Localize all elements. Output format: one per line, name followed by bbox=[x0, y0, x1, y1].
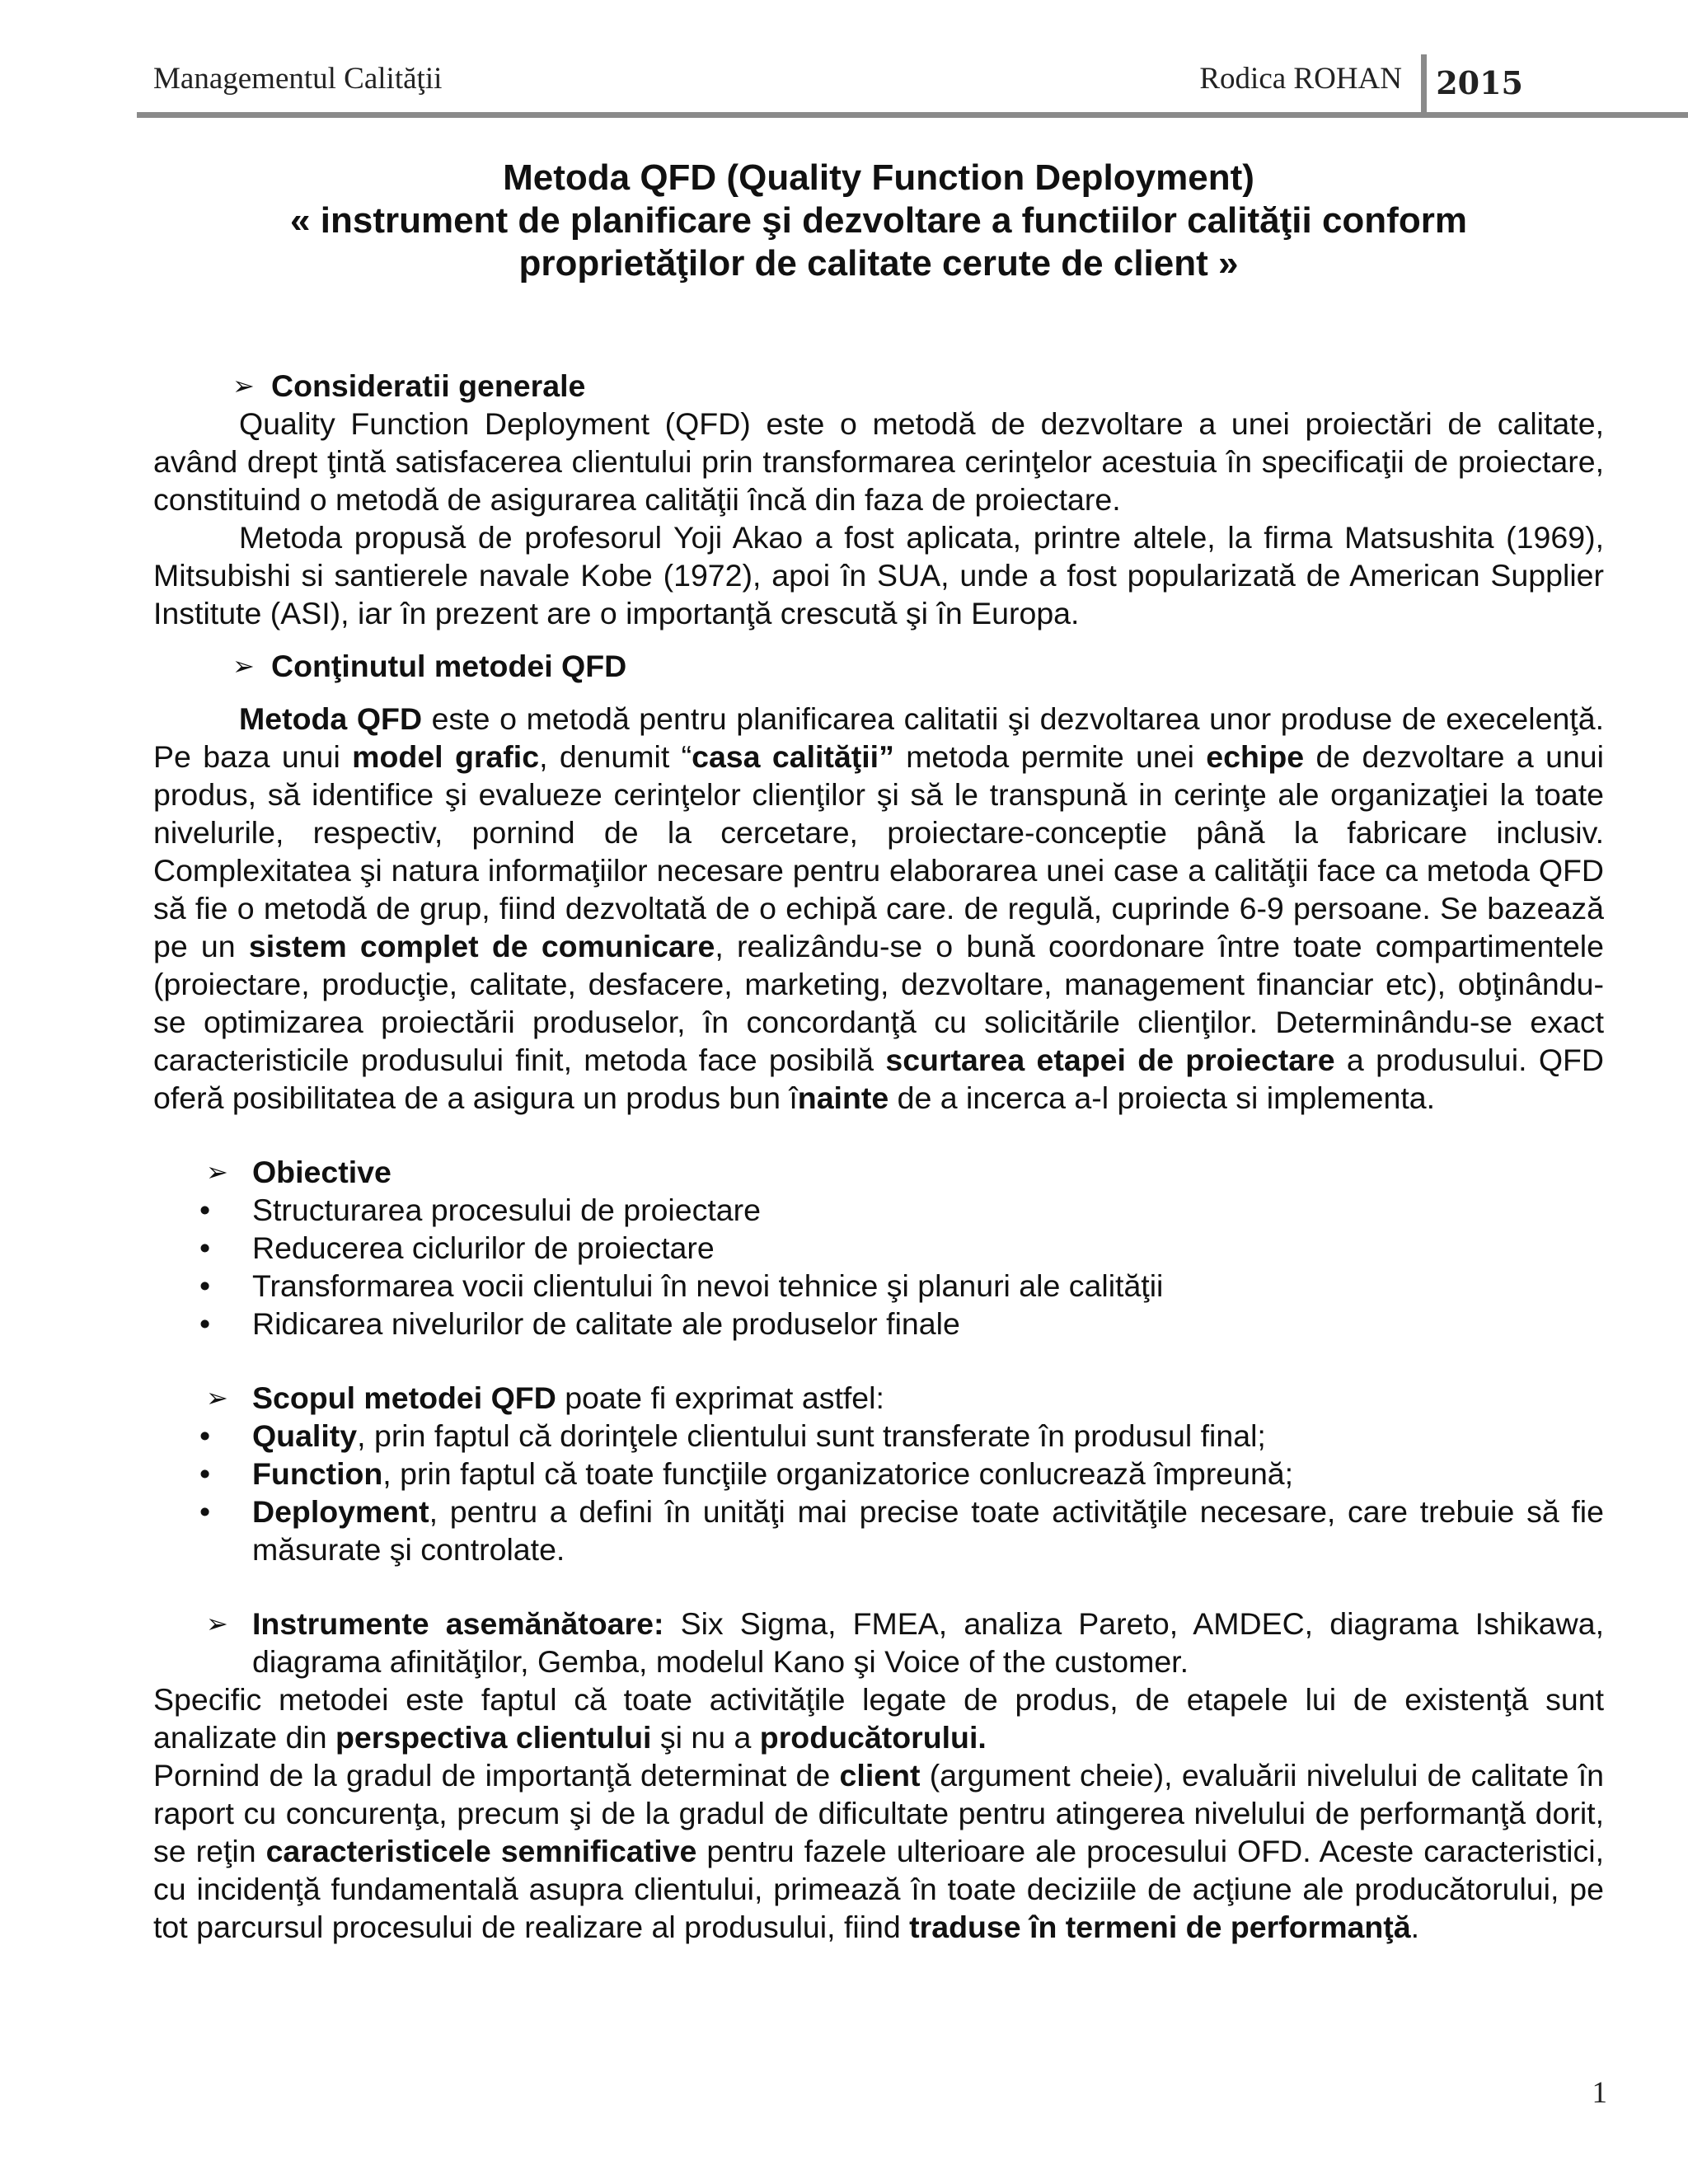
list-item-text: , prin faptul că dorinţele clientului sunt transferate în produsul final; bbox=[357, 1418, 1266, 1453]
bold-term: caracteristicele semnificative bbox=[265, 1834, 697, 1868]
list-item bbox=[153, 1267, 1604, 1305]
bold-term: Quality bbox=[252, 1418, 358, 1453]
list-item-text: , prin faptul că toate funcţiile organizatorice conlucrează împreună; bbox=[382, 1456, 1294, 1491]
page-header bbox=[153, 54, 1604, 115]
section-heading-scope bbox=[153, 1379, 1604, 1417]
title-line-3: proprietăţilor de calitate cerute de client » bbox=[518, 243, 1239, 284]
arrow-bullet-icon: ➢ bbox=[232, 370, 255, 401]
bold-term: casa calităţii” bbox=[692, 739, 894, 774]
arrow-bullet-icon: ➢ bbox=[206, 1156, 228, 1188]
scope-list bbox=[153, 1417, 1604, 1568]
bullet-icon: • bbox=[199, 1268, 211, 1303]
text-run: de dezvoltare a unui produs, să identifice şi evalueze cerinţelor clienţilor şi să le transpună in cerinţe ale organizaţiei la toate nivelurile, respectiv, pornind de la cercetare, proiectare-conceptie până la fabricare inclusiv. Complexitatea şi natura informaţiilor necesare pentru elaborarea unei case a calităţii face ca metoda QFD să fie o metodă de grup, fiind dezvoltată de o echipă care. de regulă, cuprinde 6-9 persoane. Se bazează pe un bbox=[153, 739, 1604, 963]
arrow-bullet-icon: ➢ bbox=[206, 1382, 228, 1413]
list-item bbox=[153, 1305, 1604, 1343]
bullet-icon: • bbox=[199, 1456, 211, 1491]
bold-term: perspectiva clientului bbox=[335, 1720, 652, 1755]
heading-text: Instrumente asemănătoare: bbox=[252, 1606, 664, 1641]
list-item bbox=[153, 1455, 1604, 1493]
arrow-bullet-icon: ➢ bbox=[206, 1608, 228, 1639]
bold-term: Metoda QFD bbox=[239, 701, 423, 736]
title-line-1: Metoda QFD (Quality Function Deployment) bbox=[503, 157, 1254, 198]
list-item bbox=[153, 1417, 1604, 1455]
section-heading-objectives bbox=[153, 1153, 1604, 1191]
list-item-text: Transformarea vocii clientului în nevoi tehnice şi planuri ale calităţii bbox=[252, 1268, 1164, 1303]
text-run: de a incerca a-l proiecta si implementa. bbox=[889, 1080, 1436, 1115]
title-line-2: « instrument de planificare şi dezvoltare a functiilor calităţii conform bbox=[290, 200, 1467, 241]
text-run: şi nu a bbox=[651, 1720, 760, 1755]
bullet-icon: • bbox=[199, 1494, 211, 1529]
paragraph-specific bbox=[153, 1680, 1604, 1756]
list-item-text: , pentru a defini în unităţi mai precise toate activităţile necesare, care trebuie să fie măsurate şi controlate. bbox=[252, 1494, 1604, 1567]
header-year: 2015 bbox=[1436, 64, 1523, 101]
heading-text: Conţinutul metodei QFD bbox=[271, 649, 627, 683]
text-run: Pornind de la gradul de importanţă determinat de bbox=[153, 1758, 840, 1793]
paragraph-considerations-2: Metoda propusă de profesorul Yoji Akao a fost aplicata, printre altele, la firma Matsushita (1969), Mitsubishi si santierele navale Kobe (1972), apoi în SUA, unde a fost popularizată de American Supplier Institute (ASI), iar în prezent are o importanţă crescută şi în Europa. bbox=[153, 520, 1604, 630]
bold-term: Function bbox=[252, 1456, 383, 1491]
header-vertical-divider bbox=[1421, 54, 1427, 114]
text-run: pentru fazele ulterioare ale procesului OFD. Aceste caracteristici, cu incidenţă fundamentală asupra clientului, primează în toate deciziile de acţiune ale producătorului, pe tot parcursul procesului de realizare al produsului, fiind bbox=[153, 1834, 1605, 1944]
heading-text: Obiective bbox=[252, 1155, 392, 1189]
paragraph-considerations-1: Quality Function Deployment (QFD) este o metodă de dezvoltare a unei proiectări de calitate, având drept ţintă satisfacerea clientului prin transformarea cerinţelor acestuia în specificaţii de proiectare, constituind o metodă de asigurarea calităţii încă din faza de proiectare. bbox=[153, 406, 1604, 517]
heading-rest: poate fi exprimat astfel: bbox=[556, 1380, 884, 1415]
text-run: (argument cheie), evaluării nivelului de calitate în raport cu concurenţa, precum şi de la gradul de dificultate pentru atingerea nivelului de performanţă dorit, se reţin bbox=[153, 1758, 1604, 1868]
text-run: , realizându-se o bună coordonare între toate compartimentele (proiectare, producţie, calitate, desfacere, marketing, dezvoltare, management financiar etc), obţinându-se optimizarea proiectării produselor, în concordanţă cu solicitările clienţilor. Determinându-se exact caracteristicile produsului finit, metoda face posibilă bbox=[153, 929, 1604, 1077]
list-item bbox=[153, 1191, 1604, 1229]
text-run: metoda permite unei bbox=[893, 739, 1207, 774]
list-item bbox=[153, 1229, 1604, 1267]
header-author: Rodica ROHAN bbox=[1199, 62, 1402, 96]
list-item bbox=[153, 1493, 1604, 1568]
bold-term: nainte bbox=[797, 1080, 889, 1115]
bullet-icon: • bbox=[199, 1418, 211, 1453]
bold-term: model grafic bbox=[352, 739, 540, 774]
bullet-icon: • bbox=[199, 1193, 211, 1227]
paragraph-content bbox=[153, 700, 1604, 1117]
list-item-text: Structurarea procesului de proiectare bbox=[252, 1193, 761, 1227]
text-run: este o metodă pentru planificarea calitatii şi dezvoltarea unor produse de execelenţă. Pe baza unui bbox=[153, 701, 1604, 774]
arrow-bullet-icon: ➢ bbox=[232, 650, 255, 682]
paragraph-final bbox=[153, 1756, 1604, 1946]
objectives-list bbox=[153, 1191, 1604, 1343]
text-run: , denumit “ bbox=[539, 739, 692, 774]
heading-rest: Six Sigma, FMEA, analiza Pareto, AMDEC, diagrama Ishikawa, diagrama afinităţilor, Gemba, modelul Kano şi Voice of the customer. bbox=[252, 1606, 1604, 1679]
bold-term: scurtarea etapei de proiectare bbox=[885, 1043, 1335, 1077]
page-number: 1 bbox=[1592, 2076, 1607, 2110]
bold-term: producătorului. bbox=[759, 1720, 987, 1755]
bold-term: Deployment bbox=[252, 1494, 429, 1529]
bold-term: sistem complet de comunicare bbox=[248, 929, 715, 963]
text-run: a produsului. QFD oferă posibilitatea de a asigura un produs bun î bbox=[153, 1043, 1604, 1115]
section-heading-considerations bbox=[153, 367, 1604, 405]
section-heading-content bbox=[153, 647, 1604, 685]
header-course-title: Managementul Calităţii bbox=[153, 62, 443, 96]
bold-term: echipe bbox=[1206, 739, 1305, 774]
bold-term: traduse în termeni de performanţă bbox=[909, 1910, 1411, 1944]
list-item-text: Ridicarea nivelurilor de calitate ale produselor finale bbox=[252, 1306, 960, 1341]
header-rule bbox=[137, 112, 1688, 118]
bold-term: client bbox=[839, 1758, 921, 1793]
document-body bbox=[153, 367, 1604, 1946]
section-similar-tools bbox=[153, 1605, 1604, 1680]
bullet-icon: • bbox=[199, 1306, 211, 1341]
heading-text: Scopul metodei QFD bbox=[252, 1380, 556, 1415]
text-run: . bbox=[1410, 1910, 1420, 1944]
document-title bbox=[153, 157, 1604, 285]
bullet-icon: • bbox=[199, 1230, 211, 1265]
heading-text: Consideratii generale bbox=[271, 368, 586, 403]
text-run: Specific metodei este faptul că toate activităţile legate de produs, de etapele lui de existenţă sunt analizate din bbox=[153, 1682, 1604, 1755]
list-item-text: Reducerea ciclurilor de proiectare bbox=[252, 1230, 715, 1265]
